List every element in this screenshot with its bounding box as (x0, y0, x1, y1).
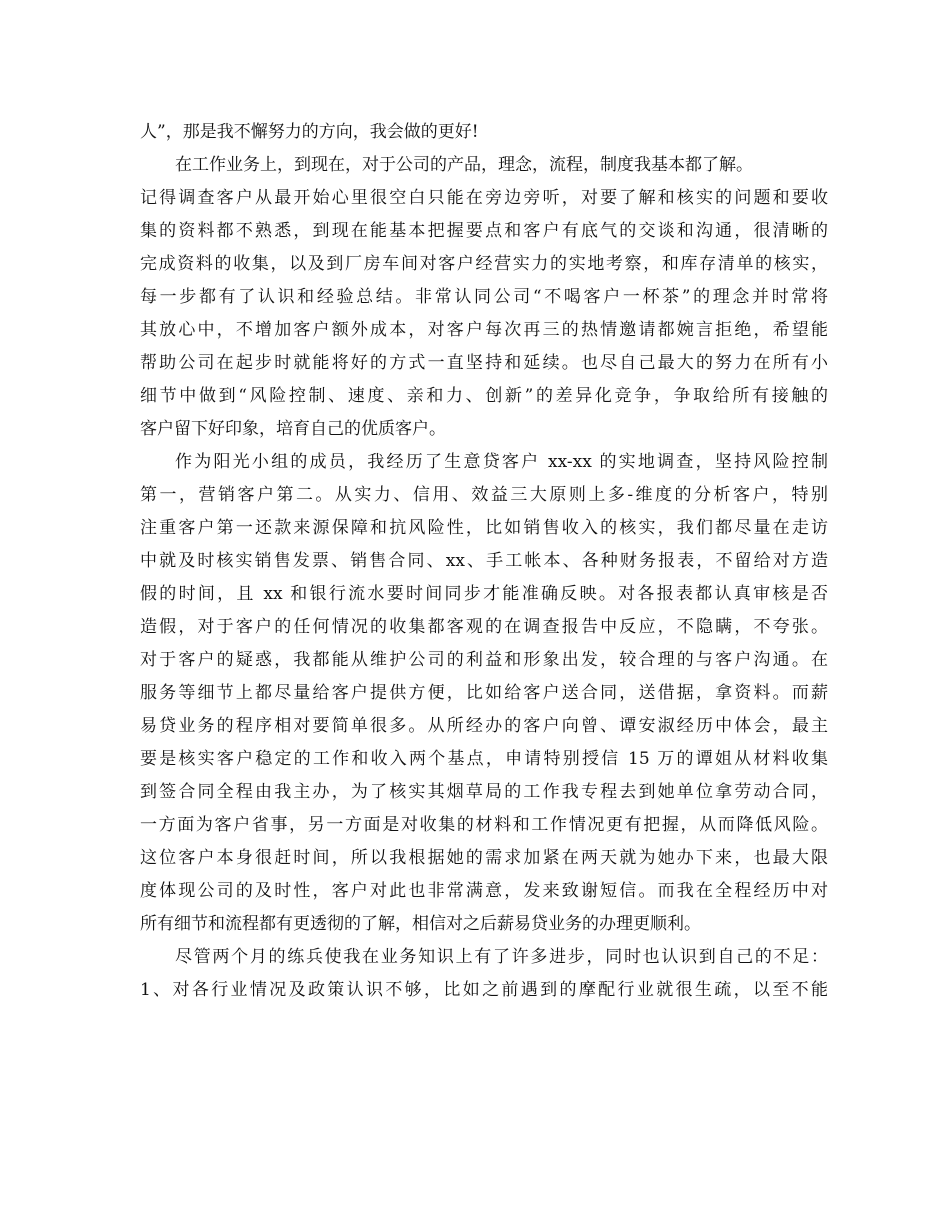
text-line: 一方面为客户省事，另一方面是对收集的材料和工作情况更有把握，从而降低风险。 (140, 815, 828, 835)
text-line: 人”，那是我不懈努力的方向，我会做的更好! (140, 122, 479, 142)
document-body (140, 116, 828, 1007)
text-line: 每一步都有了认识和经验总结。非常认同公司“不喝客户一杯茶”的理念并时常将 (140, 287, 828, 307)
text-line: 造假，对于客户的任何情况的收集都客观的在调查报告中反应，不隐瞒，不夸张。 (140, 617, 828, 637)
text-line: 易贷业务的程序相对要简单很多。从所经办的客户向曾、谭安淑经历中体会，最主 (140, 716, 828, 736)
text-line: 细节中做到“风险控制、速度、亲和力、创新”的差异化竞争，争取给所有接触的 (140, 386, 828, 406)
text-line: 其放心中，不增加客户额外成本，对客户每次再三的热情邀请都婉言拒绝，希望能 (140, 320, 828, 340)
text-line: 集的资料都不熟悉，到现在能基本把握要点和客户有底气的交谈和沟通，很清晰的 (140, 221, 828, 241)
text-line: 在工作业务上，到现在，对于公司的产品，理念，流程，制度我基本都了解。 (175, 155, 753, 175)
text-line: 到签合同全程由我主办，为了核实其烟草局的工作我专程去到她单位拿劳动合同， (140, 782, 828, 802)
text-line: 假的时间，且 xx 和银行流水要时间同步才能准确反映。对各报表都认真审核是否 (140, 584, 828, 604)
text-line: 尽管两个月的练兵使我在业务知识上有了许多进步，同时也认识到自己的不足： (175, 947, 828, 967)
text-line: 要是核实客户稳定的工作和收入两个基点，申请特别授信 15 万的谭姐从材料收集 (140, 749, 828, 769)
text-line: 第一，营销客户第二。从实力、信用、效益三大原则上多-维度的分析客户，特别 (140, 485, 828, 505)
text-line: 注重客户第一还款来源保障和抗风险性，比如销售收入的核实，我们都尽量在走访 (140, 518, 828, 538)
text-line: 记得调查客户从最开始心里很空白只能在旁边旁听，对要了解和核实的问题和要收 (140, 188, 828, 208)
text-line: 服务等细节上都尽量给客户提供方便，比如给客户送合同，送借据，拿资料。而薪 (140, 683, 828, 703)
text-line: 作为阳光小组的成员，我经历了生意贷客户 xx-xx 的实地调查，坚持风险控制 (175, 452, 828, 472)
text-line: 所有细节和流程都有更透彻的了解，相信对之后薪易贷业务的办理更顺利。 (140, 914, 701, 934)
text-line: 度体现公司的及时性，客户对此也非常满意，发来致谢短信。而我在全程经历中对 (140, 881, 828, 901)
text-line: 帮助公司在起步时就能将好的方式一直坚持和延续。也尽自己最大的努力在所有小 (140, 353, 828, 373)
text-line: 对于客户的疑惑，我都能从维护公司的利益和形象出发，较合理的与客户沟通。在 (140, 650, 828, 670)
text-line: 这位客户本身很赶时间，所以我根据她的需求加紧在两天就为她办下来，也最大限 (140, 848, 828, 868)
text-line: 完成资料的收集，以及到厂房车间对客户经营实力的实地考察，和库存清单的核实， (140, 254, 828, 274)
text-line: 中就及时核实销售发票、销售合同、xx、手工帐本、各种财务报表，不留给对方造 (140, 551, 828, 571)
text-line: 1、对各行业情况及政策认识不够，比如之前遇到的摩配行业就很生疏，以至不能 (140, 980, 828, 1000)
text-line: 客户留下好印象，培育自己的优质客户。 (140, 419, 446, 439)
